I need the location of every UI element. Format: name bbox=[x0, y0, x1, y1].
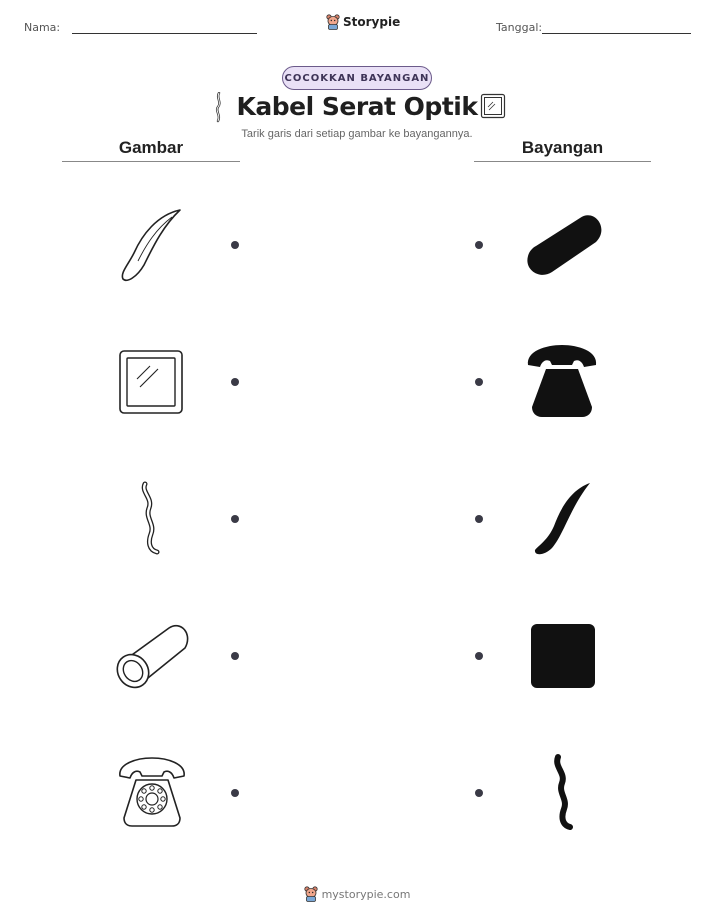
left-match-point-3[interactable] bbox=[231, 515, 239, 523]
left-column-rule bbox=[62, 161, 240, 162]
activity-badge: COCOKKAN BAYANGAN bbox=[282, 66, 432, 90]
title-glass-panel-icon bbox=[480, 93, 506, 119]
name-label: Nama: bbox=[24, 21, 61, 34]
left-column-heading: Gambar bbox=[118, 138, 184, 157]
left-match-point-1[interactable] bbox=[231, 241, 239, 249]
glass-panel-silhouette bbox=[530, 623, 596, 689]
right-column-heading: Bayangan bbox=[521, 138, 604, 157]
brand-logo bbox=[326, 14, 400, 30]
right-match-point-5[interactable] bbox=[475, 789, 483, 797]
footer bbox=[0, 886, 714, 902]
left-match-point-2[interactable] bbox=[231, 378, 239, 386]
tube-silhouette bbox=[522, 210, 604, 280]
date-label: Tanggal: bbox=[496, 21, 543, 34]
instructions: Tarik garis dari setiap gambar ke bayangannya. bbox=[241, 128, 473, 140]
wavy-cable-icon bbox=[137, 480, 165, 558]
bear-icon bbox=[326, 14, 340, 30]
right-match-point-4[interactable] bbox=[475, 652, 483, 660]
date-field-line[interactable] bbox=[542, 33, 691, 34]
right-match-point-2[interactable] bbox=[475, 378, 483, 386]
fiber-strand-silhouette bbox=[528, 480, 594, 558]
right-match-point-1[interactable] bbox=[475, 241, 483, 249]
brand-name: Storypie bbox=[343, 15, 401, 29]
telephone-icon bbox=[114, 756, 190, 830]
right-column-rule bbox=[474, 161, 651, 162]
name-field-line[interactable] bbox=[72, 33, 257, 34]
wavy-cable-silhouette bbox=[550, 753, 578, 833]
fiber-strand-icon bbox=[112, 205, 188, 285]
footer-url[interactable]: mystorypie.com bbox=[321, 887, 411, 901]
page-title: Kabel Serat Optik bbox=[236, 92, 478, 121]
glass-panel-icon bbox=[118, 349, 184, 415]
bear-icon bbox=[304, 886, 318, 902]
right-match-point-3[interactable] bbox=[475, 515, 483, 523]
left-match-point-4[interactable] bbox=[231, 652, 239, 660]
tube-icon bbox=[111, 620, 191, 692]
telephone-silhouette bbox=[524, 345, 600, 417]
left-match-point-5[interactable] bbox=[231, 789, 239, 797]
